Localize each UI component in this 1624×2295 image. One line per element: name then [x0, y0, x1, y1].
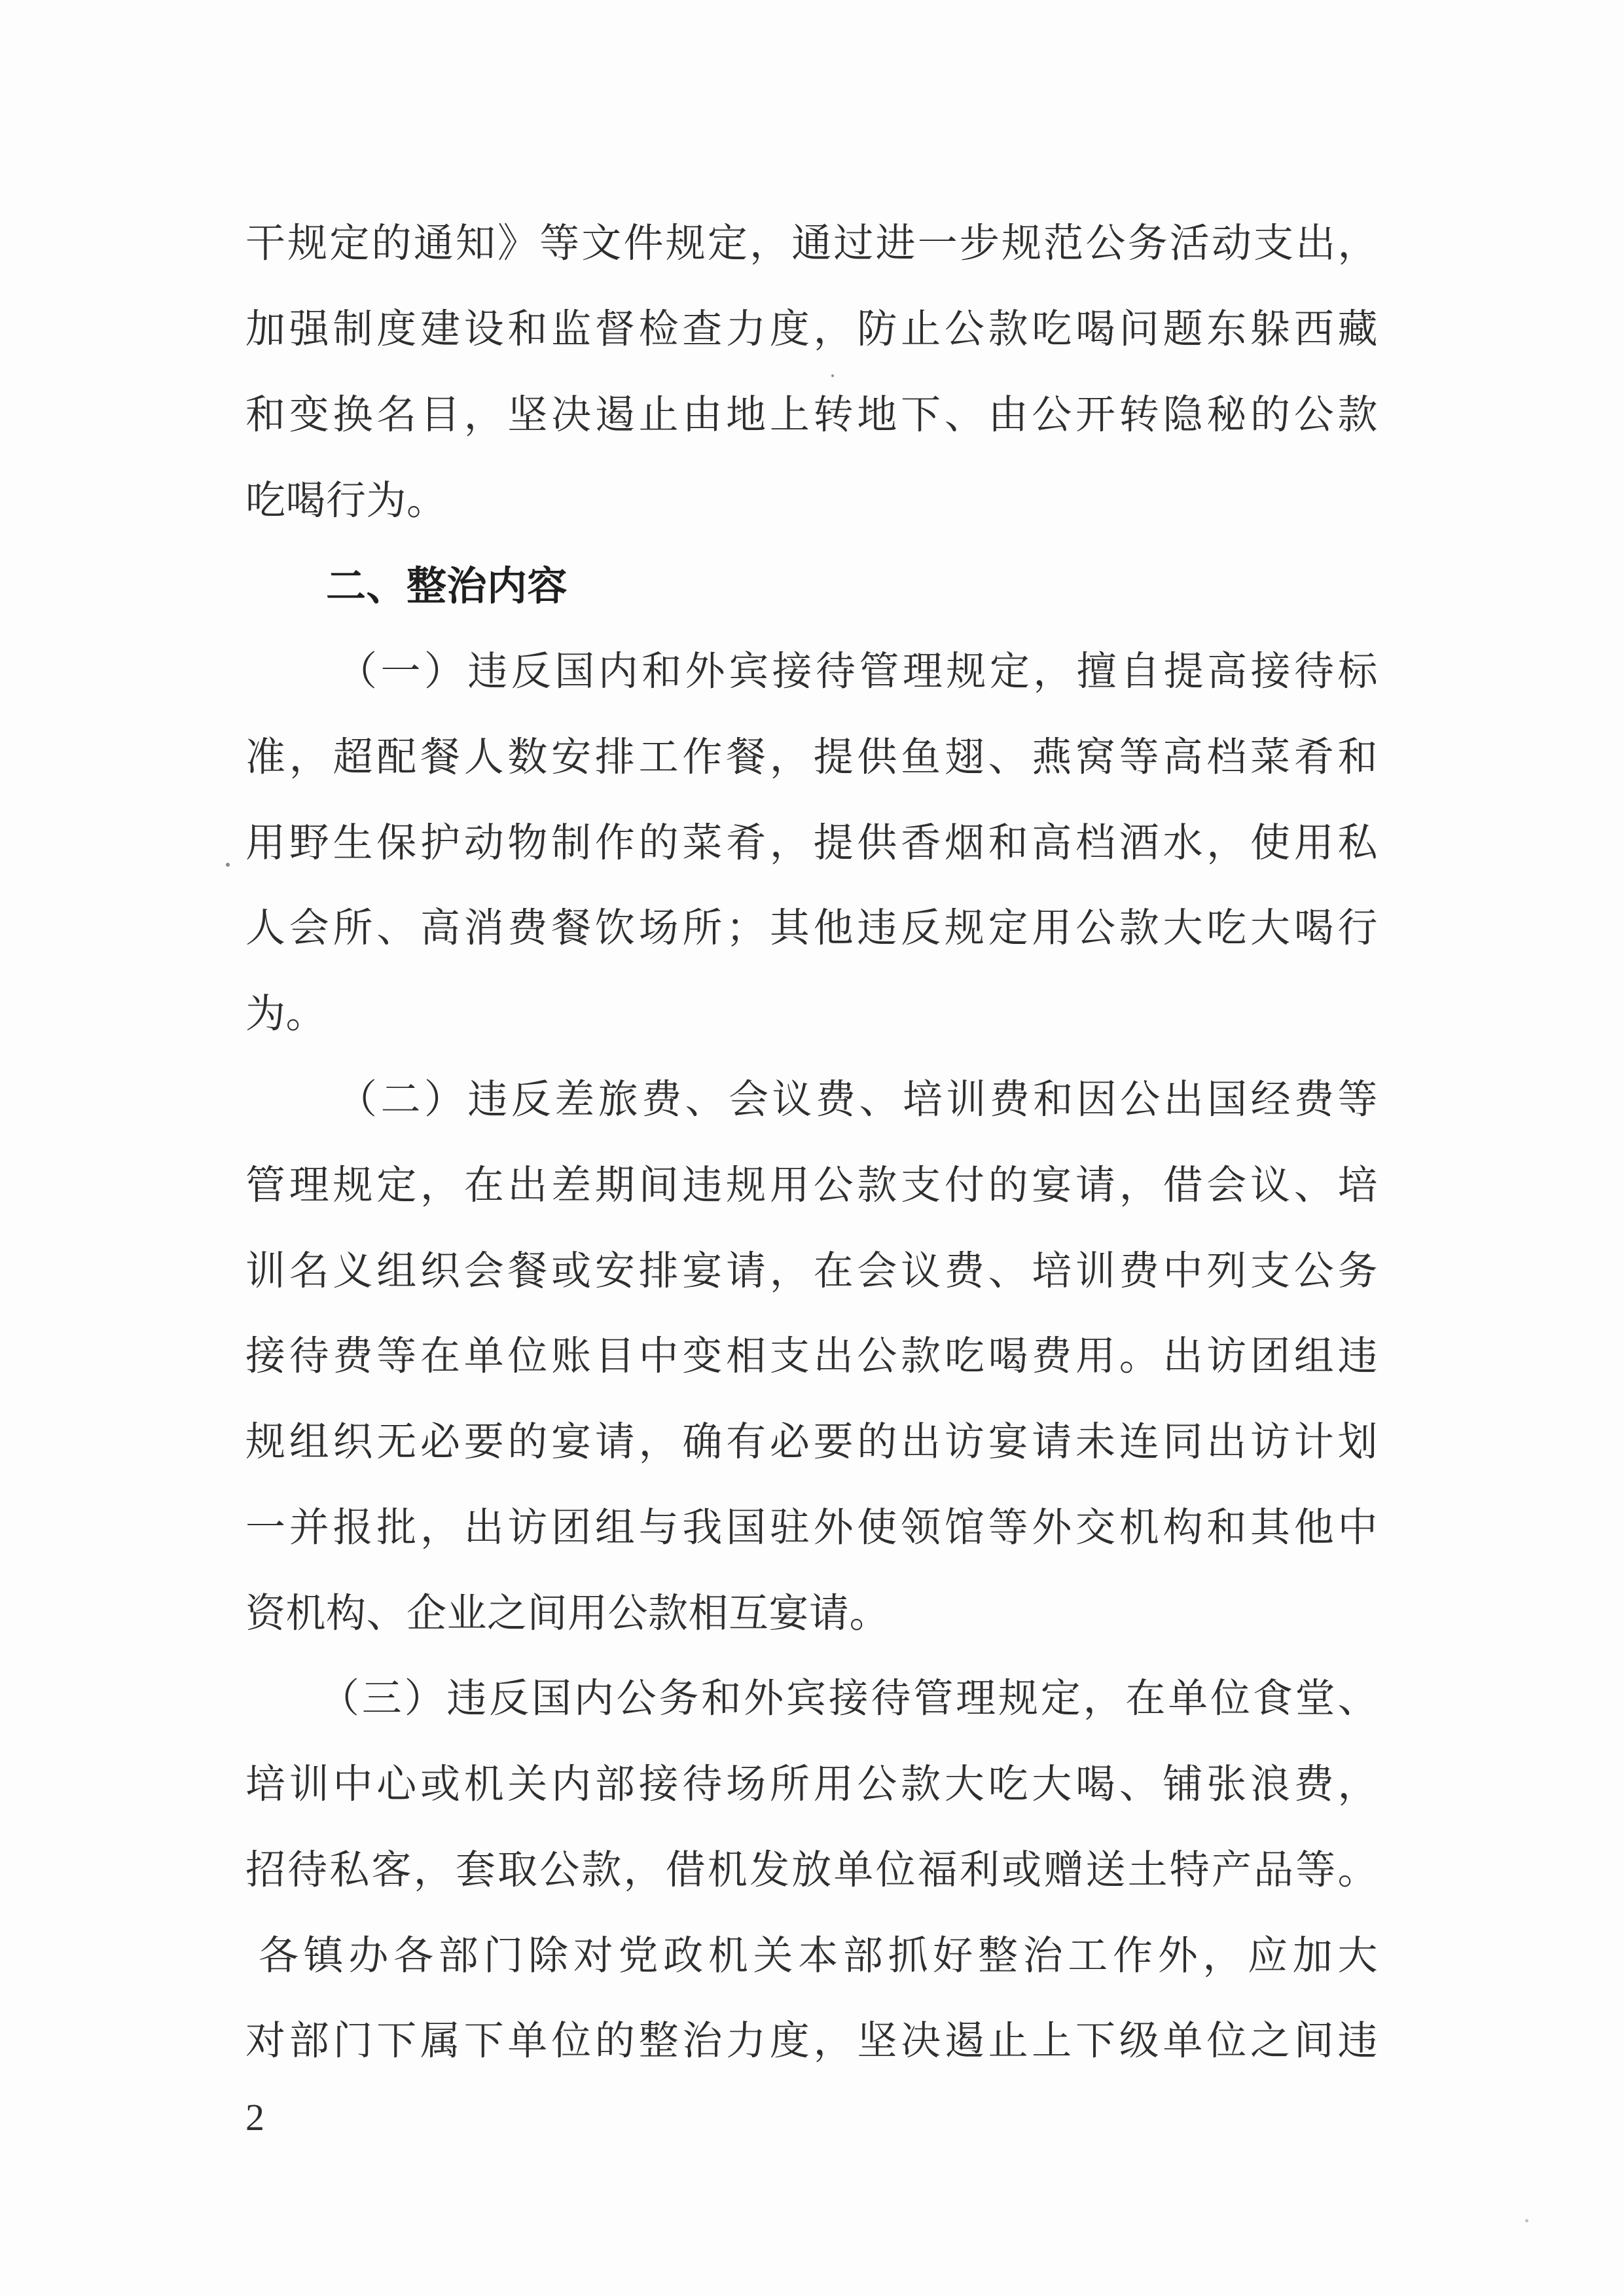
body-line: 一并报批，出访团组与我国驻外使领馆等外交机构和其他中	[245, 1504, 1378, 1551]
body-line: 培训中心或机关内部接待场所用公款大吃大喝、铺张浪费，	[245, 1761, 1378, 1807]
body-line: （三）违反国内公务和外宾接待管理规定，在单位食堂、	[319, 1675, 1378, 1722]
body-line: （一）违反国内和外宾接待管理规定，擅自提高接待标	[337, 648, 1378, 695]
body-line: 和变换名目，坚决遏止由地上转地下、由公开转隐秘的公款	[245, 391, 1378, 438]
body-line: （二）违反差旅费、会议费、培训费和因公出国经费等	[337, 1076, 1378, 1123]
body-line: 用野生保护动物制作的菜肴，提供香烟和高档酒水，使用私	[245, 820, 1378, 866]
page-number: 2	[245, 2096, 264, 2139]
body-line: 接待费等在单位账目中变相支出公款吃喝费用。出访团组违	[245, 1333, 1378, 1379]
scan-speck	[831, 374, 834, 377]
body-line: 资机构、企业之间用公款相互宴请。	[245, 1590, 890, 1636]
body-line: 管理规定，在出差期间违规用公款支付的宴请，借会议、培	[245, 1162, 1378, 1208]
body-line: 训名义组织会餐或安排宴请，在会议费、培训费中列支公务	[245, 1248, 1378, 1294]
body-line: 各镇办各部门除对党政机关本部抓好整治工作外，应加大	[259, 1932, 1378, 1979]
body-line: 干规定的通知》等文件规定，通过进一步规范公务活动支出，	[245, 220, 1378, 266]
body-line: 吃喝行为。	[245, 477, 447, 524]
body-line: 人会所、高消费餐饮场所；其他违反规定用公款大吃大喝行	[245, 905, 1378, 951]
section-heading: 二、整治内容	[326, 563, 568, 609]
body-line: 加强制度建设和监督检查力度，防止公款吃喝问题东躲西藏	[245, 306, 1378, 352]
body-line: 招待私客，套取公款，借机发放单位福利或赠送土特产品等。	[245, 1847, 1378, 1893]
body-line: 规组织无必要的宴请，确有必要的出访宴请未连同出访计划	[245, 1419, 1378, 1465]
body-line: 为。	[245, 990, 327, 1037]
scan-speck	[226, 863, 230, 867]
body-line: 准，超配餐人数安排工作餐，提供鱼翅、燕窝等高档菜肴和	[245, 734, 1378, 780]
scan-speck	[1525, 2219, 1528, 2222]
body-line: 对部门下属下单位的整治力度，坚决遏止上下级单位之间违	[245, 2017, 1378, 2064]
